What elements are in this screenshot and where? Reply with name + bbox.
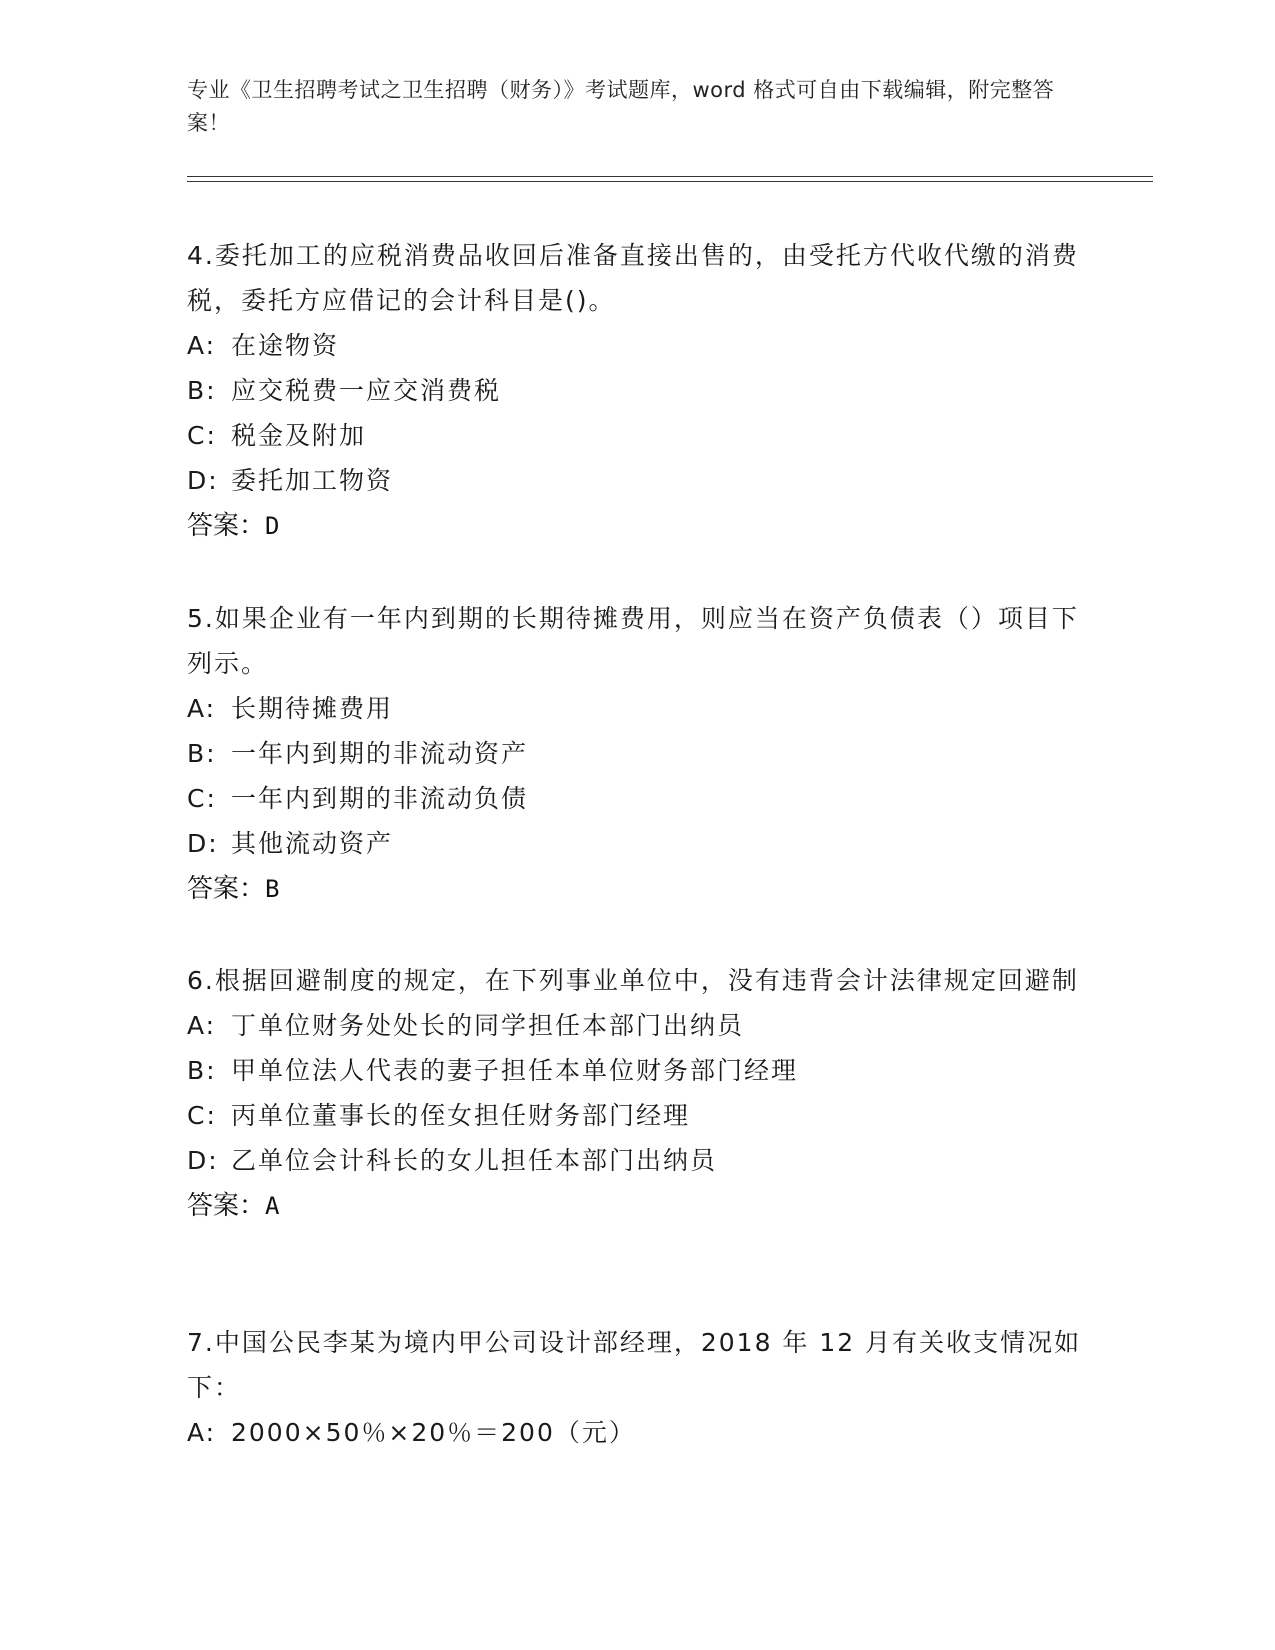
option-letter: A: [187,331,217,360]
option-a [187,323,1087,368]
question-6 [187,958,1087,1229]
answer-line [187,866,1087,912]
answer-line [187,1183,1087,1229]
question-4 [187,233,1087,549]
option-c [187,413,1087,458]
answer-value: B [265,875,280,903]
option-text: 丙单位董事长的侄女担任财务部门经理 [231,1101,691,1130]
option-a [187,1410,1087,1455]
answer-label: 答案： [187,873,266,903]
answer-label: 答案： [187,1190,266,1220]
question-5 [187,596,1087,912]
option-letter: D: [187,466,219,495]
option-text: 在途物资 [231,331,340,360]
answer-label: 答案： [187,510,266,540]
question-stem: 6.根据回避制度的规定，在下列事业单位中，没有违背会计法律规定回避制 [187,966,1079,995]
header-divider-bottom [187,181,1153,182]
option-text: 委托加工物资 [231,466,394,495]
option-text: 一年内到期的非流动负债 [231,784,529,813]
option-text: 丁单位财务处处长的同学担任本部门出纳员 [231,1011,745,1040]
option-text: 甲单位法人代表的妻子担任本单位财务部门经理 [231,1056,799,1085]
option-letter: C: [187,421,217,450]
document-header: 专业《卫生招聘考试之卫生招聘（财务）》考试题库，word 格式可自由下载编辑，附完整答案！ [187,78,1055,135]
option-letter: A: [187,1011,217,1040]
option-letter: C: [187,784,217,813]
question-7 [187,1320,1087,1455]
option-text: 一年内到期的非流动资产 [231,739,529,768]
answer-line [187,503,1087,549]
option-b [187,368,1087,413]
option-text: 税金及附加 [231,421,367,450]
option-b [187,731,1087,776]
option-d [187,821,1087,866]
header-divider-top [187,176,1153,177]
option-text: 其他流动资产 [231,829,394,858]
answer-value: D [265,512,280,540]
answer-value: A [265,1192,280,1220]
option-d [187,458,1087,503]
option-d [187,1138,1087,1183]
option-text: 应交税费一应交消费税 [231,376,502,405]
option-text: 乙单位会计科长的女儿担任本部门出纳员 [231,1146,718,1175]
option-text: 长期待摊费用 [231,694,394,723]
option-letter: B: [187,739,217,768]
option-letter: C: [187,1101,217,1130]
option-letter: D: [187,1146,219,1175]
question-stem: 7.中国公民李某为境内甲公司设计部经理，2018 年 12 月有关收支情况如下： [187,1328,1082,1402]
option-letter: B: [187,1056,217,1085]
option-letter: B: [187,376,217,405]
option-letter: D: [187,829,219,858]
option-c [187,776,1087,821]
option-letter: A: [187,694,217,723]
question-stem: 4.委托加工的应税消费品收回后准备直接出售的，由受托方代收代缴的消费税，委托方应借记的会计科目是()。 [187,241,1079,315]
option-text: 2000×50％×20％＝200（元） [231,1418,636,1447]
option-a [187,1003,1087,1048]
option-b [187,1048,1087,1093]
question-stem: 5.如果企业有一年内到期的长期待摊费用，则应当在资产负债表（）项目下列示。 [187,604,1079,678]
option-a [187,686,1087,731]
option-c [187,1093,1087,1138]
option-letter: A: [187,1418,217,1447]
